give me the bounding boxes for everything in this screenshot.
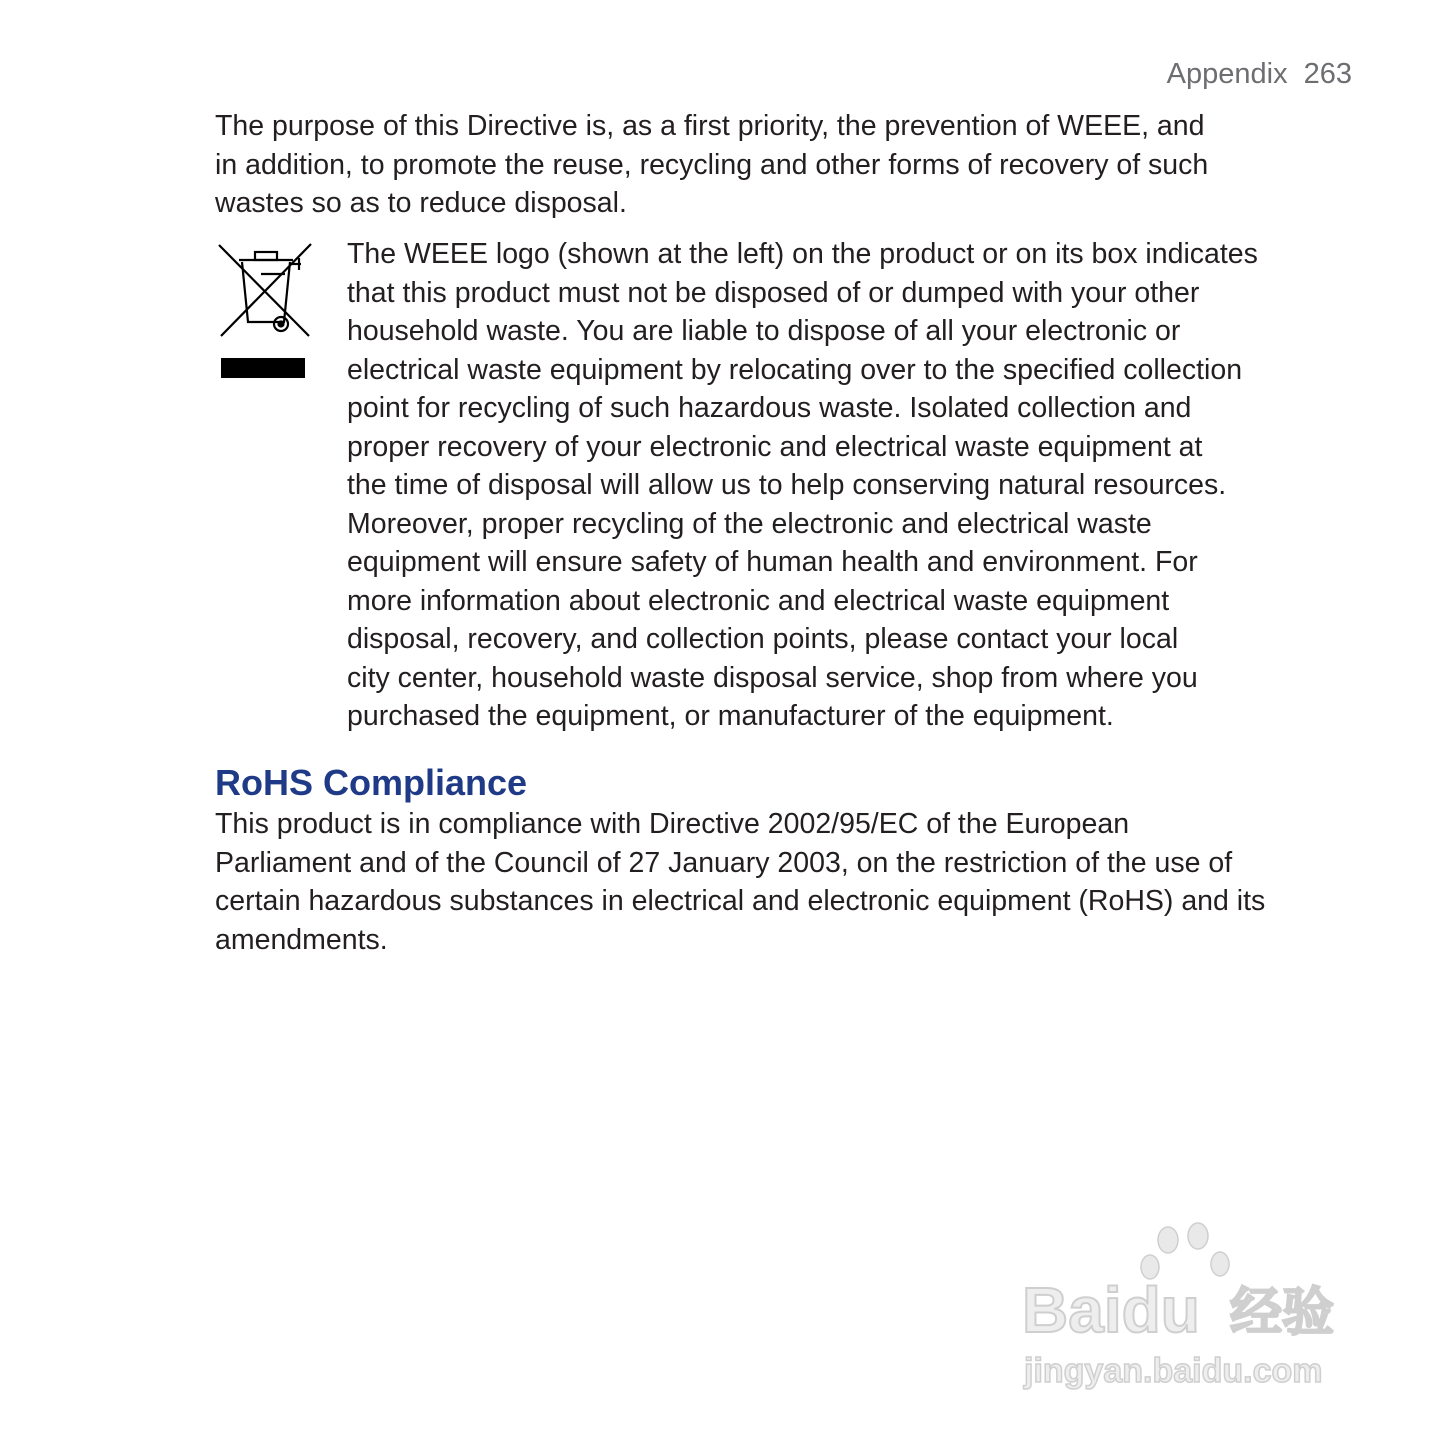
weee-crossed-bin-icon [215, 240, 315, 385]
watermark-cn: 经验 [1230, 1283, 1335, 1343]
text-line: more information about electronic and electrical waste equipment [347, 584, 1170, 617]
page-number: 263 [1303, 58, 1352, 90]
text-line: household waste. You are liable to dispose of all your electronic or [347, 315, 1181, 347]
text-line: the time of disposal will allow us to help conserving natural resources. [347, 469, 1227, 501]
text-line: point for recycling of such hazardous waste. Isolated collection and [347, 392, 1192, 424]
text-line: electrical waste equipment by relocating over to the specified collection [347, 353, 1243, 386]
text-line: This product is in compliance with Directive 2002/95/EC of the European [215, 808, 1130, 840]
page-header [1167, 58, 1352, 91]
watermark-brand: Baidu [1022, 1274, 1200, 1346]
text-line: Parliament and of the Council of 27 January 2003, on the restriction of the use of [215, 846, 1233, 879]
text-line: The purpose of this Directive is, as a first priority, the prevention of WEEE, and [215, 110, 1205, 142]
intro-paragraph [215, 107, 1208, 223]
text-line: Moreover, proper recycling of the electronic and electrical waste [347, 507, 1152, 540]
text-line: proper recovery of your electronic and electrical waste equipment at [347, 430, 1203, 463]
rohs-paragraph [215, 805, 1265, 959]
text-line: The WEEE logo (shown at the left) on the product or on its box indicates [347, 238, 1258, 270]
watermark-url: jingyan.baidu.com [1024, 1352, 1323, 1390]
text-line: equipment will ensure safety of human health and environment. For [347, 546, 1198, 578]
text-line: that this product must not be disposed of or dumped with your other [347, 276, 1200, 309]
section-label: Appendix [1166, 58, 1288, 90]
text-line: purchased the equipment, or manufacturer of the equipment. [347, 700, 1114, 732]
text-line: wastes so as to reduce disposal. [215, 187, 627, 219]
rohs-heading: RoHS Compliance [215, 762, 528, 803]
weee-paragraph [347, 235, 1258, 736]
text-line: city center, household waste disposal service, shop from where you [347, 661, 1198, 694]
text-line: disposal, recovery, and collection points, please contact your local [347, 623, 1179, 655]
text-line: certain hazardous substances in electrical and electronic equipment (RoHS) and its [215, 885, 1266, 917]
baidu-jingyan-watermark [1010, 1222, 1360, 1392]
text-line: in addition, to promote the reuse, recycling and other forms of recovery of such [215, 148, 1209, 181]
text-line: amendments. [215, 923, 388, 956]
